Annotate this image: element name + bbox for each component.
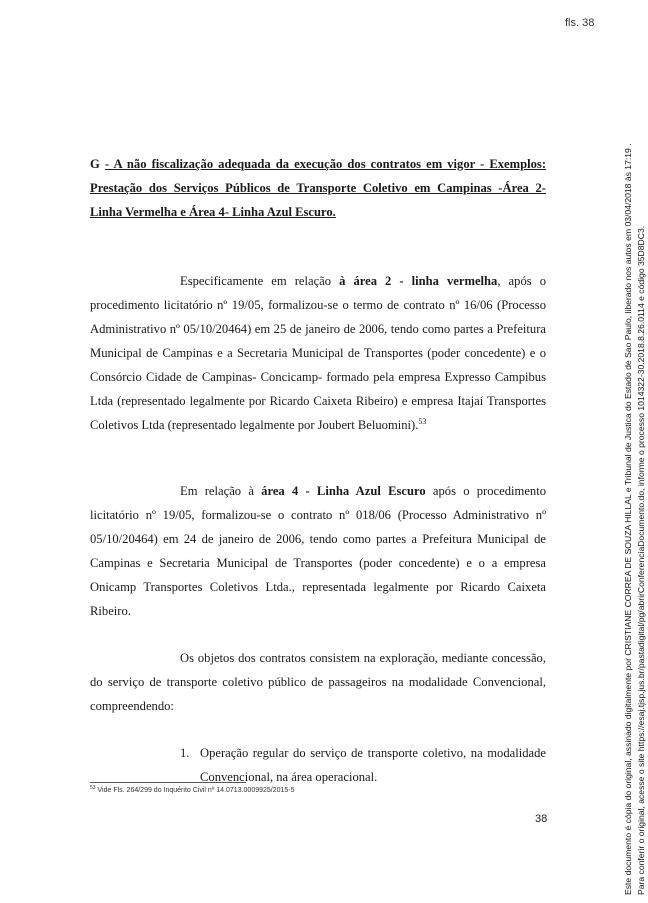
heading-prefix: G <box>90 157 105 171</box>
footnote-text: Vide Fls. 264/299 do Inquérito Civil nº 14.0713.0009925/2015-5 <box>95 787 295 794</box>
paragraph-emphasis: à área 2 - linha vermelha <box>339 274 498 288</box>
folio-label: fls. 38 <box>565 17 595 29</box>
heading-underlined: - A não fiscalização adequada da execução dos contratos em vigor - <box>104 157 490 171</box>
paragraph-body: após o procedimento licitatório nº 19/05, formalizou-se o contrato nº 018/06 (Processo Administrativo nº 05/10/20464) em 24 de janeiro de 2006, tendo como partes a Prefeitura Municipal de Campinas e Secretaria Municipal de Transportes (poder concedente) e o a empresa Onicamp Transportes Coletivos Ltda., representada legalmente por Ricardo Caixeta Ribeiro. <box>90 484 547 618</box>
footnote-number: 53 <box>90 785 96 791</box>
section-heading <box>90 152 546 224</box>
list-item-number: 1. <box>180 746 190 760</box>
stamp-line-1: Este documento é cópia do original, assinado digitalmente por CRISTIANE CORREA DE SOUZA HILLAL e Tribunal de Justica do Estado de Sao Paulo, liberado nos autos em 03/04/2018 às 17:19 . <box>623 143 633 895</box>
paragraph-objects: Os objetos dos contratos consistem na exploração, mediante concessão, do serviço de transporte coletivo público de passageiros na modalidade Convencional, compreendendo: <box>90 651 546 713</box>
digital-signature-stamp <box>622 35 648 895</box>
paragraph-emphasis: área 4 - Linha Azul Escuro <box>261 484 426 498</box>
heading-rest: Exemplos: Prestação dos Serviços Públicos de Transporte Coletivo em Campinas -Área 2- Linha Vermelha e Área 4- Linha Azul Escuro. <box>90 157 547 219</box>
stamp-line-2: Para conferir o original, acesse o site https://esaj.tjsp.jus.br/pastadigital/pg/abrirConferenciaDocumento.do, informe o processo 1014322-30.2018.8.26.0114 e código 35D8DC3. <box>636 225 646 895</box>
paragraph-lead: Em relação à <box>180 484 262 498</box>
paragraph-lead: Especificamente em relação <box>180 274 340 288</box>
paragraph-body: , após o procedimento licitatório nº 19/05, formalizou-se o termo de contrato nº 16/06 (Processo Administrativo nº 05/10/20464) em 25 de janeiro de 2006, tendo como partes a Prefeitura Municipal de Campinas e a Secretaria Municipal de Transportes (poder concedente) e o Consórcio Cidade de Campinas- Concicamp- formado pela empresa Expresso Campibus Ltda (representado legalmente por Ricardo Caixeta Ribeiro) e empresa Itajaí Transportes Coletivos Ltda (representado legalmente por Joubert Beluomini). <box>90 274 546 432</box>
footnote-divider <box>90 782 246 783</box>
paragraph-area-2 <box>90 269 546 437</box>
list-item-text: Operação regular do serviço de transporte coletivo, na modalidade Convencional, na área operacional. <box>200 746 546 784</box>
document-page <box>90 152 546 789</box>
page-number: 38 <box>535 813 548 825</box>
paragraph-area-4 <box>90 479 546 623</box>
footnote <box>90 787 295 794</box>
footnote-reference[interactable]: 53 <box>418 417 427 426</box>
